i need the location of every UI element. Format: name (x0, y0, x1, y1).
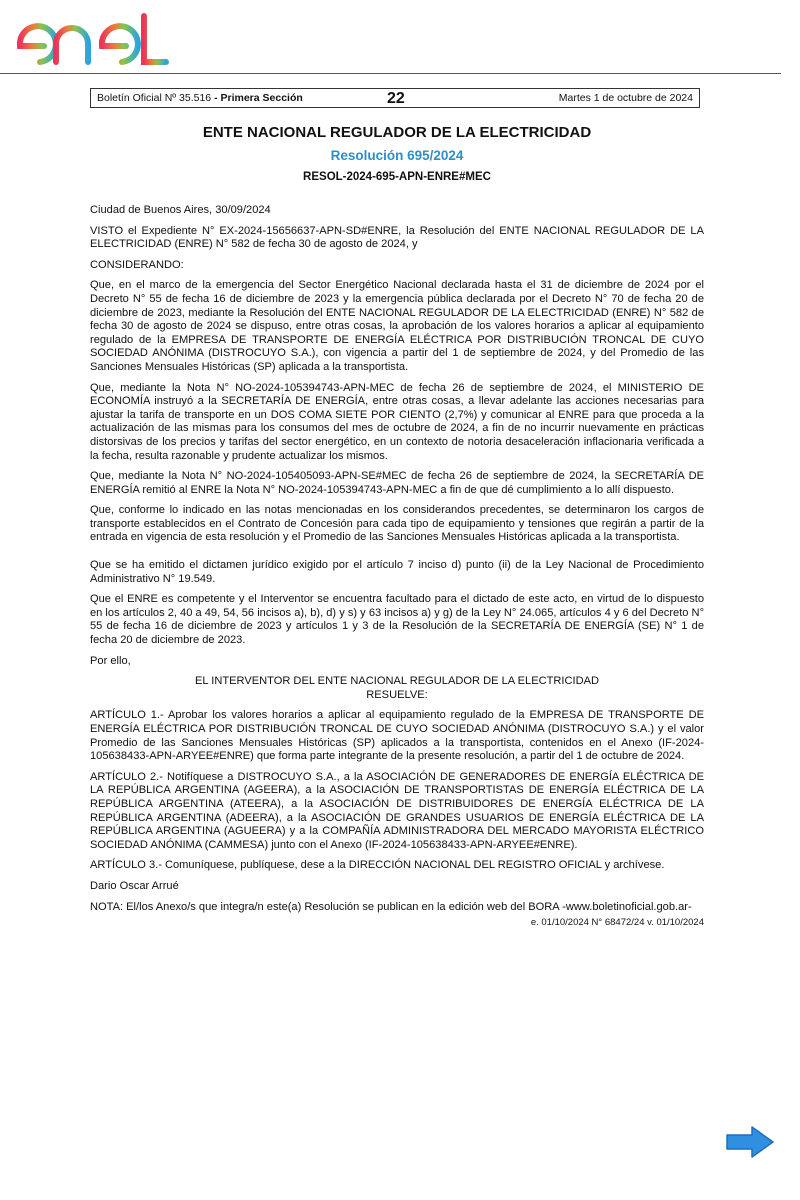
header-rule (0, 73, 781, 74)
nota-paragraph: NOTA: El/los Anexo/s que integra/n este(a) Resolución se publican en la edición web del BORA -www.boletinoficial.gob.ar- (90, 900, 692, 913)
considerando-paragraph: Que, conforme lo indicado en las notas mencionadas en los considerandos precedentes, se determinaron los cargos de transporte establecidos en el Contrato de Concesión para cada tipo de equipamiento y tensiones que regirán a partir de la entrada en vigencia de esta resolución y el Promedio de las Sanciones Mensuales Históricas aplicada a la transportista. (90, 504, 704, 544)
bulletin-section: Primera Sección (220, 92, 303, 104)
resuelve-block (90, 675, 704, 702)
page-number: 22 (387, 90, 405, 107)
enel-logo (16, 10, 180, 68)
considerando-paragraph: Que, en el marco de la emergencia del Sector Energético Nacional declarada hasta el 31 de diciembre de 2024 por el Decreto N° 55 de fecha 16 de diciembre de 2023 y la emergencia pública declarada por el Decreto N° 70 de fecha 20 de diciembre de 2023, mediante la Resolución del ENTE NACIONAL REGULADOR DE LA ELECTRICIDAD (ENRE) N° 582 de fecha 30 de agosto de 2024 se dispuso, entre otras cosas, la aprobación de los valores horarios a aplicar al equipamiento regulado de la EMPRESA DE TRANSPORTE DE ENERGÍA ELÉCTRICA POR DISTRIBUCIÓN TRONCAL DE CUYO SOCIEDAD ANÓNIMA (DISTROCUYO S.A.), con vigencia a partir del 1 de septiembre de 2024, y del Promedio de las Sanciones Mensuales Históricas (SP) aplicada a la transportista. (90, 279, 704, 373)
visto-paragraph: VISTO el Expediente N° EX-2024-15656637-APN-SD#ENRE, la Resolución del ENTE NACIONAL REGULADOR DE LA ELECTRICIDAD (ENRE) N° 582 de fecha 30 de agosto de 2024, y (90, 224, 704, 251)
articulo-paragraph: ARTÍCULO 3.- Comuníquese, publíquese, dese a la DIRECCIÓN NACIONAL DEL REGISTRO OFICIAL y archívese. (90, 859, 665, 872)
considerando-paragraph: Que el ENRE es competente y el Interventor se encuentra facultado para el dictado de este acto, en virtud de lo dispuesto en los artículos 2, 40 a 49, 54, 56 incisos a), b), d) y s) y 63 incisos a) y g) de la Ley N° 24.065, artículos 4 y 6 del Decreto N° 55 de fecha 16 de diciembre de 2023 y artículos 1 y 3 de la Resolución de la SECRETARÍA DE ENERGÍA (SE) N° 1 de fecha 20 de diciembre de 2023. (90, 593, 704, 647)
resolution-code: RESOL-2024-695-APN-ENRE#MEC (303, 171, 491, 183)
organization-title: ENTE NACIONAL REGULADOR DE LA ELECTRICIDAD (202, 124, 592, 141)
considerando-paragraph: Que, mediante la Nota N° NO-2024-105405093-APN-SE#MEC de fecha 26 de septiembre de 2024, la SECRETARÍA DE ENERGÍA remitió al ENRE la Nota N° NO-2024-105394743-APN-MEC a fin de que dé cumplimiento a lo allí dispuesto. (90, 470, 704, 496)
bulletin-issue (97, 92, 303, 104)
bulletin-date: Martes 1 de octubre de 2024 (558, 92, 693, 104)
por-ello: Por ello, (90, 654, 131, 667)
considerando-paragraph: Que se ha emitido el dictamen jurídico exigido por el artículo 7 inciso d) punto (ii) de la Ley Nacional de Procedimiento Administrativo N° 19.549. (90, 559, 704, 585)
articulo-paragraph: ARTÍCULO 1.- Aprobar los valores horarios a aplicar al equipamiento regulado de la EMPRESA DE TRANSPORTE DE ENERGÍA ELÉCTRICA POR DISTRIBUCIÓN TRONCAL DE CUYO SOCIEDAD ANÓNIMA (DISTROCUYO S.A.) y el valor Promedio de las Sanciones Mensuales Históricas (SP) aplicados a la transportista, contenidos en el Anexo (IF-2024-105638433-APN-ARYEE#ENRE) que forma parte integrante de la presente resolución, a partir del 1 de octubre de 2024. (90, 709, 704, 763)
bulletin-header (90, 88, 700, 108)
interventor-heading: EL INTERVENTOR DEL ENTE NACIONAL REGULADOR DE LA ELECTRICIDAD (195, 675, 599, 688)
articulo-paragraph: ARTÍCULO 2.- Notifíquese a DISTROCUYO S.A., a la ASOCIACIÓN DE GENERADORES DE ENERGÍA ELÉCTRICA DE LA REPÚBLICA ARGENTINA (AGEERA), a la ASOCIACIÓN DE TRANSPORTISTAS DE ENERGÍA ELÉCTRICA DE LA REPÚBLICA ARGENTINA (ATEERA), a la ASOCIACIÓN DE DISTRIBUIDORES DE ENERGÍA ELÉCTRICA DE LA REPÚBLICA ARGENTINA (ADEERA), a la ASOCIACIÓN DE GRANDES USUARIOS DE ENERGÍA ELÉCTRICA DE LA REPÚBLICA ARGENTINA (AGUEERA) y a la COMPAÑÍA ADMINISTRADORA DEL MERCADO MAYORISTA ELÉCTRICO SOCIEDAD ANÓNIMA (CAMMESA) junto con el Anexo (IF-2024-105638433-APN-ARYEE#ENRE). (90, 770, 704, 851)
publication-code: e. 01/10/2024 N° 68472/24 v. 01/10/2024 (530, 917, 704, 929)
resolution-title: Resolución 695/2024 (330, 148, 464, 163)
next-page-arrow-icon[interactable] (724, 1124, 776, 1160)
place-date: Ciudad de Buenos Aires, 30/09/2024 (90, 204, 271, 216)
document-titles (90, 124, 704, 184)
signer-name: Dario Oscar Arrué (90, 879, 179, 892)
resuelve-heading: RESUELVE: (366, 688, 428, 701)
considerando-paragraph: Que, mediante la Nota N° NO-2024-105394743-APN-MEC de fecha 26 de septiembre de 2024, el MINISTERIO DE ECONOMÍA instruyó a la SECRETARÍA DE ENERGÍA, entre otras cosas, a llevar adelante las acciones necesarias para ajustar la tarifa de transporte en un DOS COMA SIETE POR CIENTO (2,7%) y comunicar al ENRE para que proceda a la actualización de las mismas para los consumos del mes de octubre de 2024, a fin de no incurrir nuevamente en prácticas distorsivas de los precios y tarifas del sector energético, en un contexto de notoria desaceleración inflacionaria verificada a la fecha, resulta razonable y prudente actualizar los mismos. (90, 381, 704, 462)
considerando-label: CONSIDERANDO: (90, 258, 184, 271)
document-body (90, 204, 704, 930)
section-separator: - (211, 92, 221, 104)
bulletin-number: Boletín Oficial Nº 35.516 (97, 92, 212, 104)
